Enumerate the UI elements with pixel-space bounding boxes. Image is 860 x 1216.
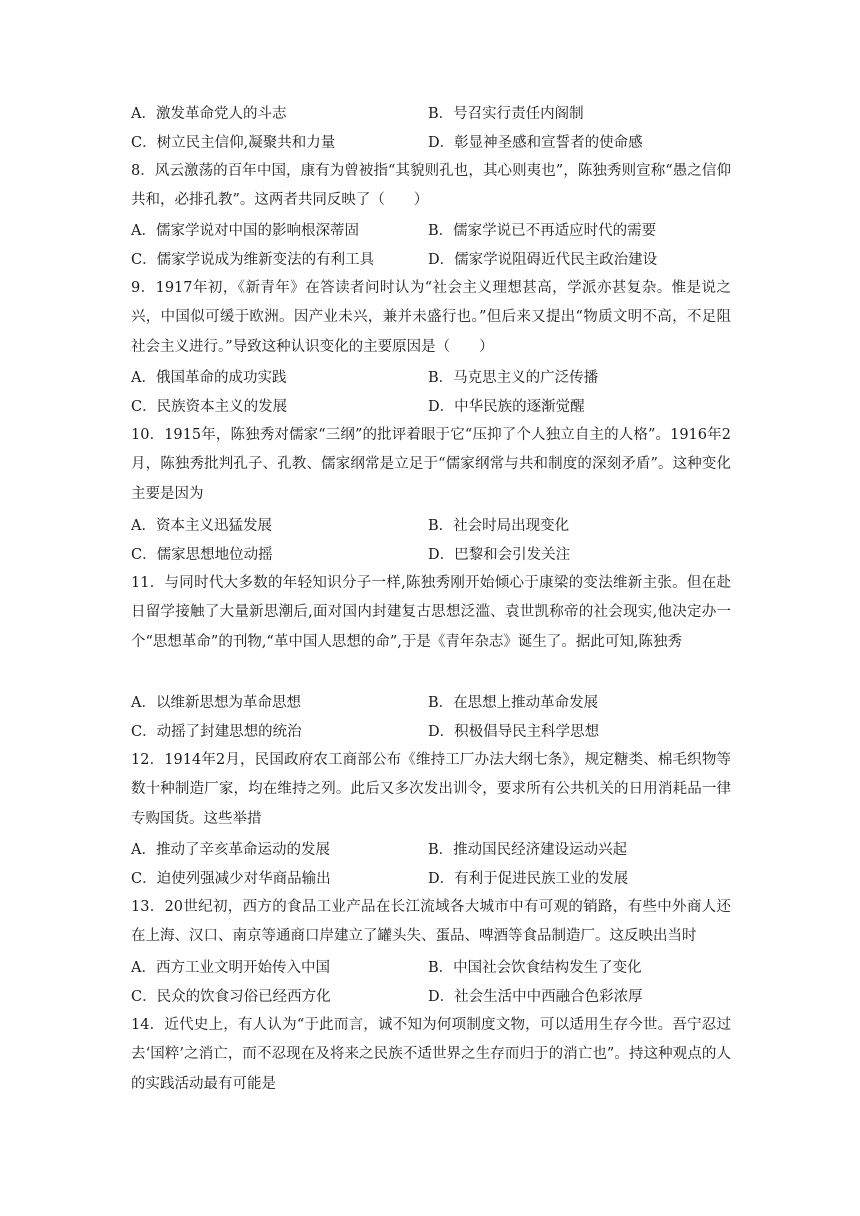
q9-option-a: A．俄国革命的成功实践	[131, 370, 287, 386]
q7-option-d: D．彰显神圣感和宣誓者的使命感	[428, 135, 643, 151]
q10-option-b: B．社会时局出现变化	[428, 518, 570, 534]
q13-option-b: B．中国社会饮食结构发生了变化	[428, 960, 642, 976]
q8-option-d: D．儒家学说阻碍近代民主政治建设	[428, 252, 658, 268]
q9-option-d: D．中华民族的逐渐觉醒	[428, 399, 585, 415]
q12-option-d: D．有利于促进民族工业的发展	[428, 871, 629, 887]
q8-option-a: A．儒家学说对中国的影响根深蒂固	[131, 223, 359, 239]
q11-option-d: D．积极倡导民主科学思想	[428, 724, 600, 740]
q10-option-d: D．巴黎和会引发关注	[428, 547, 571, 563]
q11-stem: 11．与同时代大多数的年轻知识分子一样,陈独秀刚开始倾心于康梁的变法维新主张。但在赴日留学接触了大量新思潮后,面对国内封建复古思想泛滥、袁世凯称帝的社会现实,他决定办一个“思想革命”的刊物,“革中国人思想的命”,于是《青年杂志》诞生了。据此可知,陈独秀	[131, 575, 731, 650]
q12-option-b: B．推动国民经济建设运动兴起	[428, 842, 628, 858]
q10-option-c: C．儒家思想地位动摇	[131, 547, 273, 563]
q13-option-c: C．民众的饮食习俗已经西方化	[131, 989, 331, 1005]
q8-option-b: B．儒家学说已不再适应时代的需要	[428, 223, 657, 239]
q8-stem: 8．风云激荡的百年中国，康有为曾被指“其貌则孔也，其心则夷也”，陈独秀则宣称“愚之信仰共和，必排孔教”。这两者共同反映了（ ）	[131, 163, 731, 209]
q11-option-a: A．以维新思想为革命思想	[131, 695, 301, 711]
q10-option-a: A．资本主义迅猛发展	[131, 518, 272, 534]
q11-option-b: B．在思想上推动革命发展	[428, 695, 599, 711]
q11-option-c: C．动摇了封建思想的统治	[131, 724, 302, 740]
q13-option-a: A．西方工业文明开始传入中国	[131, 960, 330, 976]
q7-option-b: B．号召实行责任内阁制	[428, 106, 584, 122]
q12-option-c: C．迫使列强减少对华商品输出	[131, 871, 331, 887]
q9-option-b: B．马克思主义的广泛传播	[428, 370, 599, 386]
q8-option-c: C．儒家学说成为维新变法的有利工具	[131, 252, 375, 268]
q7-option-a: A．激发革命党人的斗志	[131, 106, 287, 122]
q7-option-c: C．树立民主信仰,凝聚共和力量	[131, 135, 336, 151]
q9-stem: 9．1917年初，《新青年》在答读者问时认为“社会主义理想甚高，学派亦甚复杂。惟是说之兴，中国似可缓于欧洲。因产业未兴，兼并未盛行也。”但后来又提出“物质文明不高，不足阻社会主义进行。”导致这种认识变化的主要原因是（ ）	[131, 280, 731, 355]
q10-stem: 10．1915年，陈独秀对儒家“三纲”的批评着眼于它“压抑了个人独立自主的人格”。1916年2月，陈独秀批判孔子、孔教、儒家纲常是立足于“儒家纲常与共和制度的深刻矛盾”。这种变化主要是因为	[131, 427, 731, 502]
q14-stem: 14．近代史上，有人认为“于此而言，诚不知为何项制度文物，可以适用生存今世。吾宁忍过去‘国粹’之消亡，而不忍现在及将来之民族不适世界之生存而归于的消亡也”。持这种观点的人的实践活动最有可能是	[131, 1017, 731, 1092]
q13-option-d: D．社会生活中中西融合色彩浓厚	[428, 989, 643, 1005]
q13-stem: 13．20世纪初，西方的食品工业产品在长江流域各大城市中有可观的销路，有些中外商人还在上海、汉口、南京等通商口岸建立了罐头失、蛋品、啤酒等食品制造厂。这反映出当时	[131, 899, 731, 945]
q12-option-a: A．推动了辛亥革命运动的发展	[131, 842, 330, 858]
q12-stem: 12．1914年2月，民国政府农工商部公布《维持工厂办法大纲七条》，规定糖类、棉毛织物等数十种制造厂家，均在维持之列。此后又多次发出训令，要求所有公共机关的日用消耗品一律专购国货。这些举措	[131, 752, 731, 827]
q9-option-c: C．民族资本主义的发展	[131, 399, 288, 415]
